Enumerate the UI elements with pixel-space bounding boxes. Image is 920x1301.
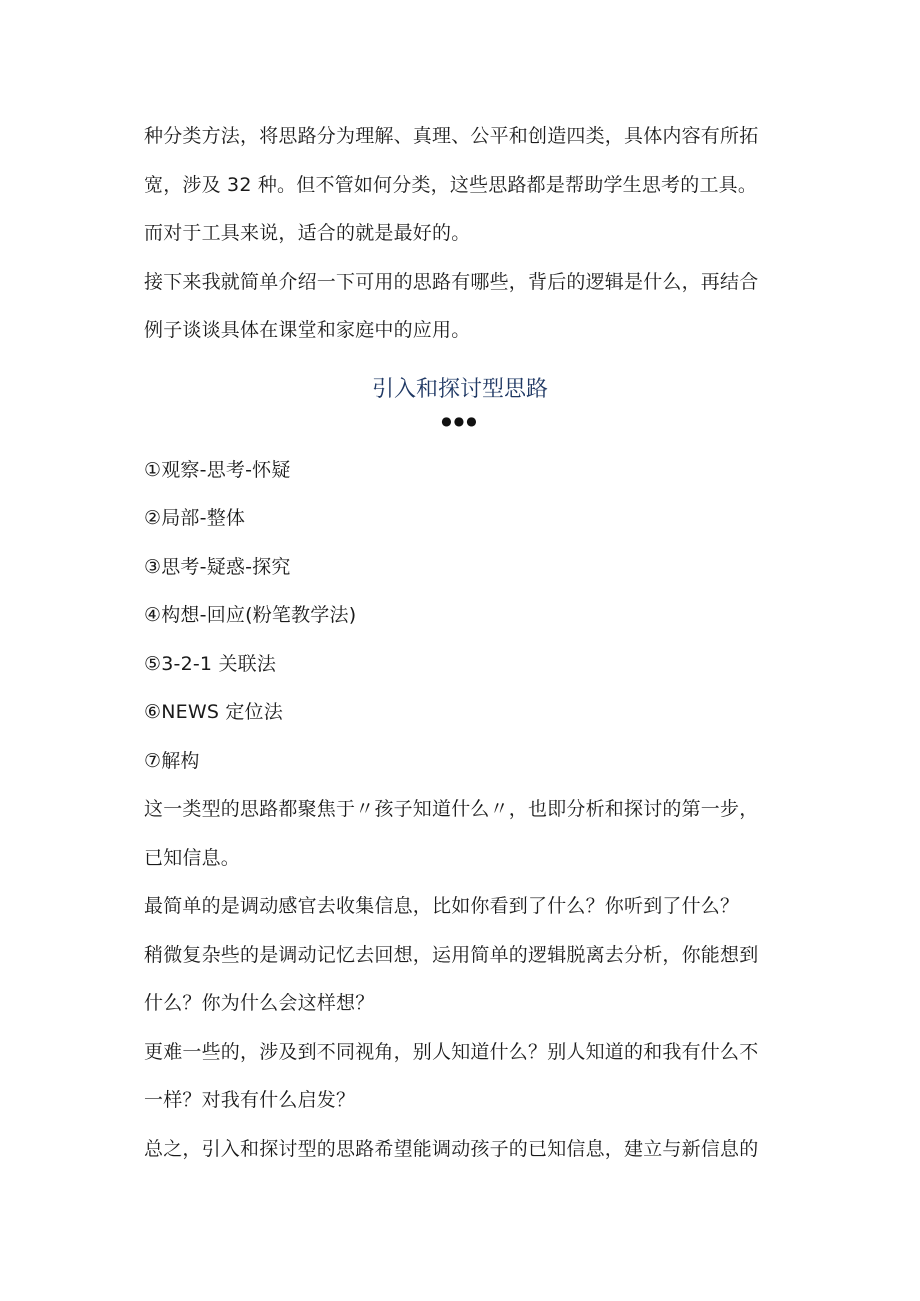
body-paragraphs bbox=[144, 785, 794, 1173]
text-line: 总之，引入和探讨型的思路希望能调动孩子的已知信息，建立与新信息的 bbox=[144, 1137, 759, 1160]
intro-paragraphs bbox=[144, 112, 794, 355]
text-line: 而对于工具来说，适合的就是最好的。 bbox=[144, 222, 471, 244]
text-line: 稍微复杂些的是调动记忆去回想，运用简单的逻辑脱离去分析，你能想到 bbox=[144, 943, 759, 966]
list-item: ③思考-疑惑-探究 bbox=[144, 555, 291, 578]
text-line: 种分类方法，将思路分为理解、真理、公平和创造四类，具体内容有所拓 bbox=[144, 125, 759, 147]
thinking-routine-list bbox=[144, 446, 794, 786]
list-item: ④构想-回应(粉笔教学法) bbox=[144, 604, 357, 626]
text-line: 已知信息。 bbox=[144, 846, 241, 869]
list-item: ①观察-思考-怀疑 bbox=[144, 458, 291, 481]
list-item: ⑤3-2-1 关联法 bbox=[144, 652, 277, 675]
text-line: 宽，涉及 32 种。但不管如何分类，这些思路都是帮助学生思考的工具。 bbox=[144, 173, 758, 196]
text-line: 例子谈谈具体在课堂和家庭中的应用。 bbox=[144, 319, 471, 341]
document-content bbox=[144, 112, 794, 1173]
text-line: 什么？你为什么会这样想？ bbox=[144, 992, 375, 1014]
text-line: 一样？对我有什么启发？ bbox=[144, 1089, 356, 1111]
text-line: 接下来我就简单介绍一下可用的思路有哪些，背后的逻辑是什么，再结合 bbox=[144, 270, 759, 293]
list-item: ②局部-整体 bbox=[144, 507, 246, 529]
section-title: 引入和探讨型思路 bbox=[371, 376, 548, 402]
list-item: ⑦解构 bbox=[144, 749, 200, 772]
section-divider: ●●● bbox=[441, 413, 479, 428]
text-line: 更难一些的，涉及到不同视角，别人知道什么？别人知道的和我有什么不 bbox=[144, 1040, 759, 1063]
text-line: 最简单的是调动感官去收集信息，比如你看到了什么？你听到了什么？ bbox=[144, 895, 740, 917]
list-item: ⑥NEWS 定位法 bbox=[144, 701, 283, 723]
text-line: 这一类型的思路都聚焦于〃孩子知道什么〃，也即分析和探讨的第一步， bbox=[144, 798, 759, 820]
